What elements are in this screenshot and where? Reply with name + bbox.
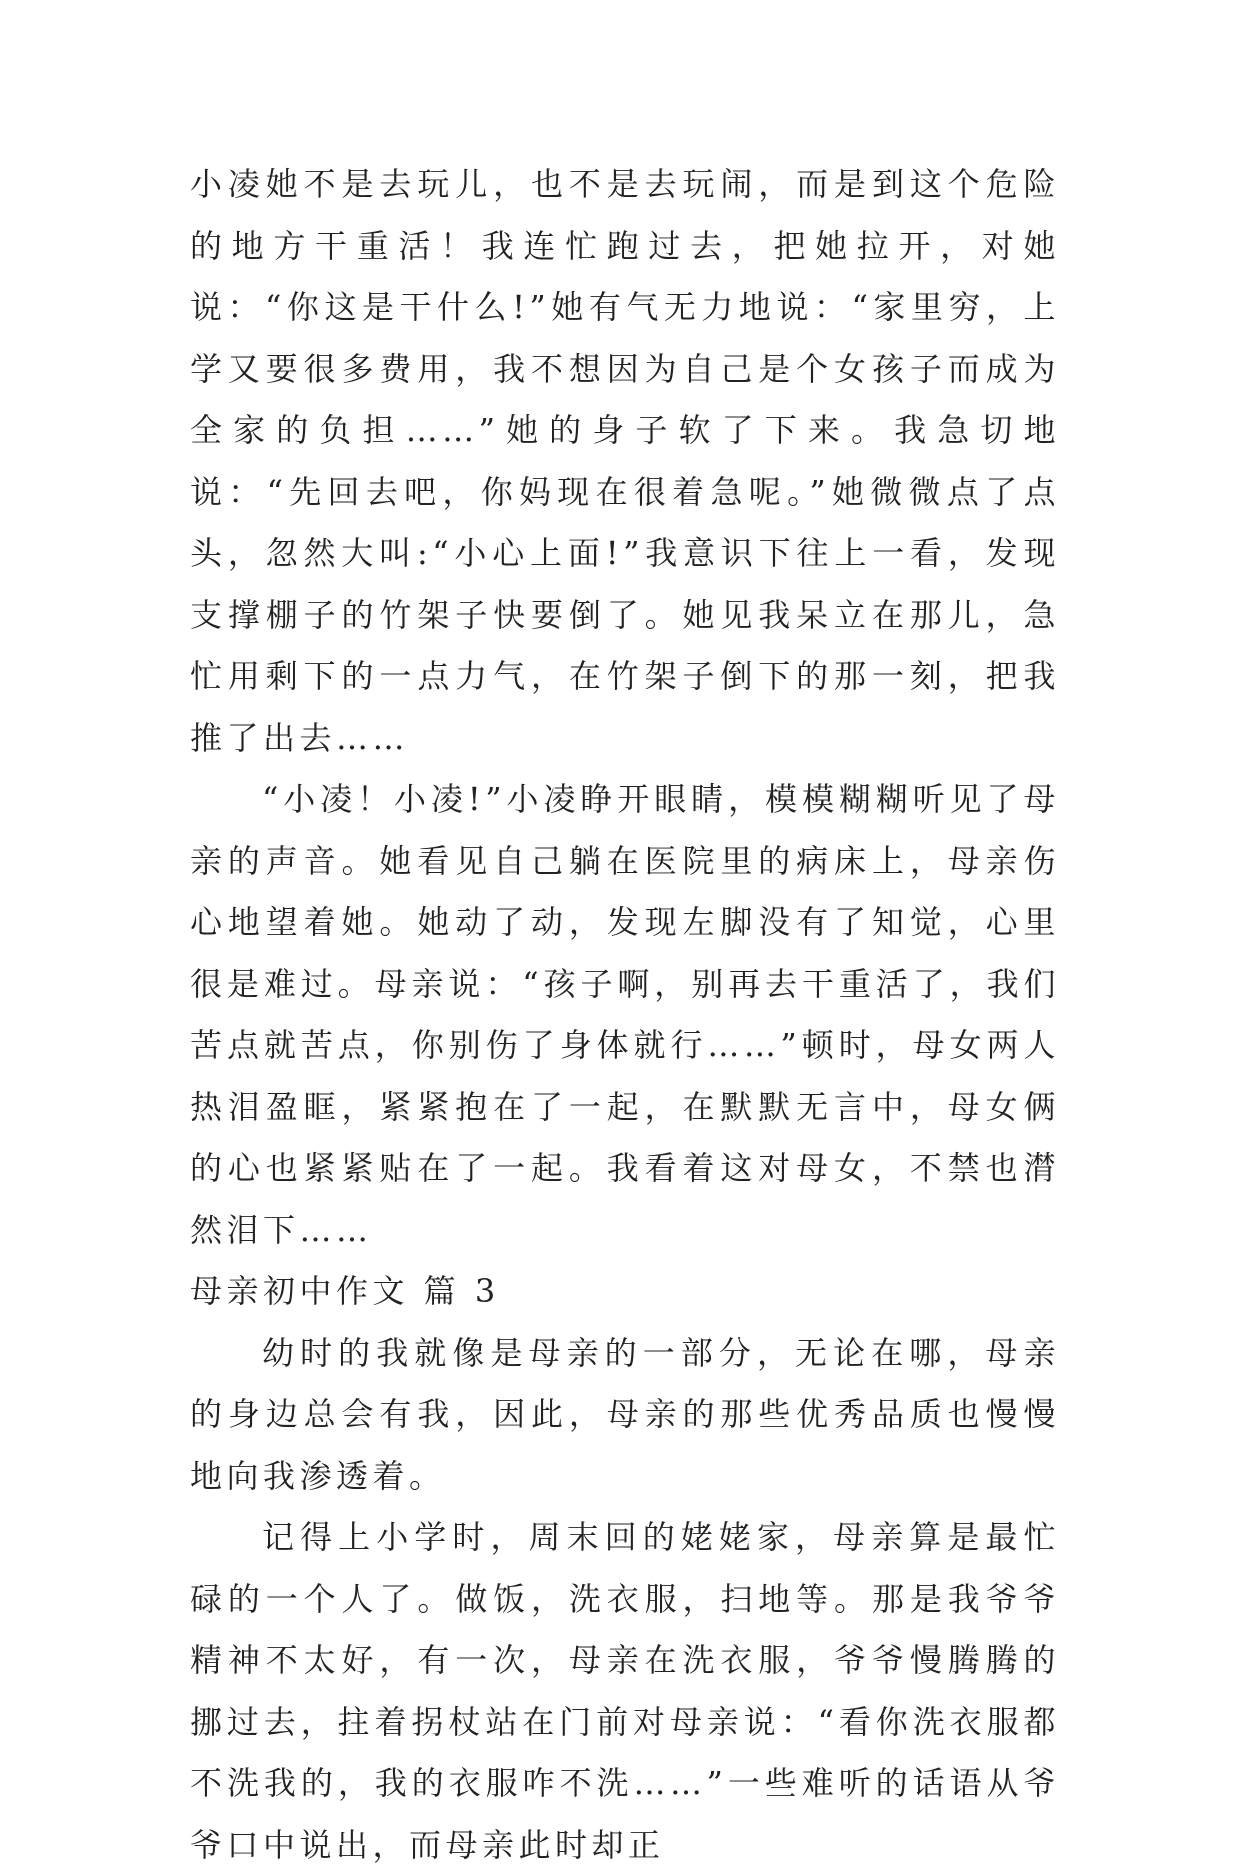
document-body — [190, 154, 1060, 1876]
section-heading: 母亲初中作文 篇 3 — [190, 1272, 500, 1310]
paragraph-3: 幼时的我就像是母亲的一部分，无论在哪，母亲的身边总会有我，因此，母亲的那些优秀品质也慢慢地向我渗透着。 — [190, 1333, 1060, 1495]
paragraph-1: 小凌她不是去玩儿，也不是去玩闹，而是到这个危险的地方干重活！我连忙跑过去，把她拉开，对她说：“你这是干什么!”她有气无力地说：“家里穷，上学又要很多费用，我不想因为自己是个女孩子而成为全家的负担……”她的身子软了下来。我急切地说：“先回去吧，你妈现在很着急呢。”她微微点了点头，忽然大叫:“小心上面!”我意识下往上一看，发现支撑棚子的竹架子快要倒了。她见我呆立在那儿，急忙用剩下的一点力气，在竹架子倒下的那一刻，把我推了出去…… — [190, 165, 1060, 757]
paragraph-4: 记得上小学时，周末回的姥姥家，母亲算是最忙碌的一个人了。做饭，洗衣服，扫地等。那是我爷爷精神不太好，有一次，母亲在洗衣服，爷爷慢腾腾的挪过去，拄着拐杖站在门前对母亲说：“看你洗衣服都不洗我的，我的衣服咋不洗……”一些难听的话语从爷爷口中说出，而母亲此时却正 — [190, 1518, 1060, 1864]
paragraph-2: “小凌！小凌!”小凌睁开眼睛，模模糊糊听见了母亲的声音。她看见自己躺在医院里的病床上，母亲伤心地望着她。她动了动，发现左脚没有了知觉，心里很是难过。母亲说：“孩子啊，别再去干重活了，我们苦点就苦点，你别伤了身体就行……”顿时，母女两人热泪盈眶，紧紧抱在了一起，在默默无言中，母女俩的心也紧紧贴在了一起。我看着这对母女，不禁也潸然泪下…… — [190, 780, 1060, 1249]
